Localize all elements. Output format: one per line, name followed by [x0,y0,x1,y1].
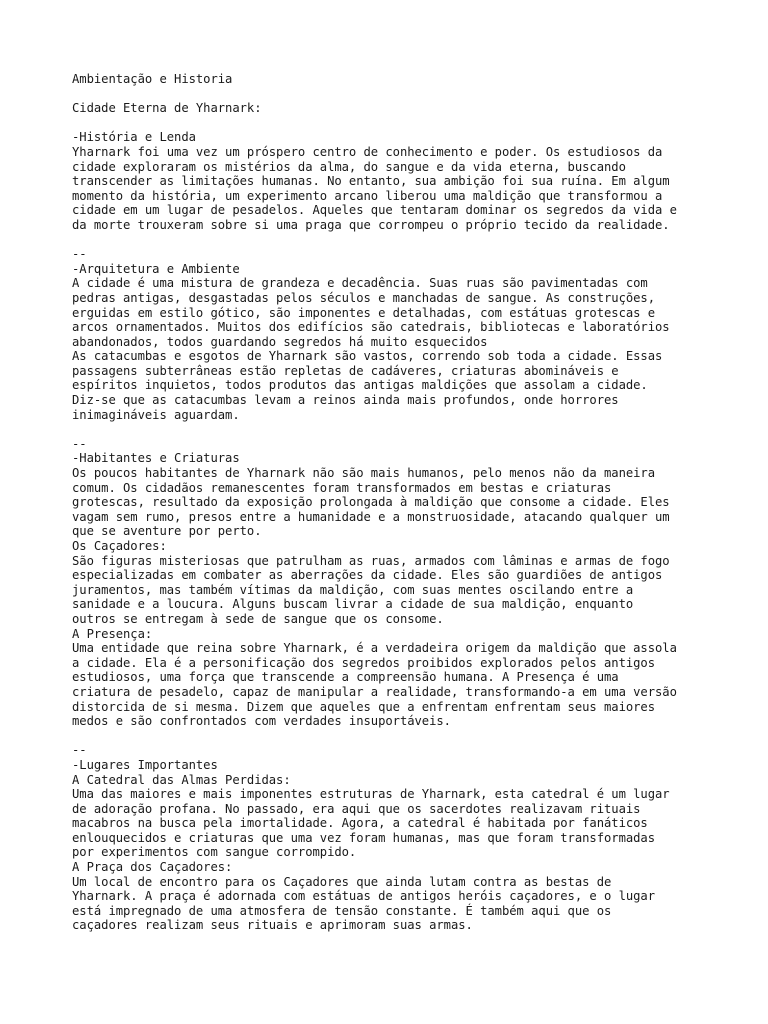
paragraph-line: Yharnark foi uma vez um próspero centro de conhecimento e poder. Os estudiosos da [72,144,663,159]
blank-line [72,116,712,131]
city-title: Cidade Eterna de Yharnark: [72,101,262,116]
paragraph-line: São figuras misteriosas que patrulham as ruas, armados com lâminas e armas de fogo [72,553,670,568]
section-title: -Habitantes e Criaturas [72,451,240,466]
paragraph-line: sanidade e a loucura. Alguns buscam livrar a cidade de sua maldição, enquanto [72,597,634,612]
paragraph-line: macabros na busca pela imortalidade. Agora, a catedral é habitada por fanáticos [72,816,648,831]
paragraph-line: erguidas em estilo gótico, são imponentes e detalhadas, com estátuas grotescas e [72,305,656,320]
paragraph-line: criatura de pesadelo, capaz de manipular a realidade, transformando-a em uma versão [72,684,677,699]
section-architecture [72,247,712,422]
section-places [72,743,712,933]
paragraph-line: de adoração profana. No passado, era aqui que os sacerdotes realizavam rituais [72,801,641,816]
paragraph-line: distorcida de si mesma. Dizem que aqueles que a enfrentam enfrentam seus maiores [72,699,656,714]
paragraph-line: a cidade. Ela é a personificação dos segredos proibidos explorados pelos antigos [72,655,656,670]
paragraph-line: grotescas, resultado da exposição prolongada à maldição que consome a cidade. Eles [72,495,670,510]
paragraph-line: arcos ornamentados. Muitos dos edifícios são catedrais, bibliotecas e laboratórios [72,320,670,335]
blank-line [72,87,712,102]
paragraph-line: A cidade é uma mistura de grandeza e decadência. Suas ruas são pavimentadas com [72,276,648,291]
section-title: -História e Lenda [72,130,196,145]
subheading-line: Os Caçadores: [72,539,167,553]
paragraph-line: inimagináveis aguardam. [72,407,240,422]
paragraph-line: transcender as limitações humanas. No entanto, sua ambição foi sua ruína. Em algum [72,174,670,189]
document-heading: Ambientação e Historia [72,72,233,86]
paragraph-line: Diz-se que as catacumbas levam a reinos ainda mais profundos, onde horrores [72,393,619,408]
paragraph-line: que se aventure por perto. [72,524,262,539]
paragraph-line: As catacumbas e esgotos de Yharnark são vastos, correndo sob toda a cidade. Essas [72,349,663,364]
paragraph-line: Um local de encontro para os Caçadores que ainda lutam contra as bestas de [72,874,612,889]
paragraph-line: momento da história, um experimento arcano liberou uma maldição que transformou a [72,188,663,203]
paragraph-line: caçadores realizam seus rituais e aprimoram suas armas. [72,918,473,933]
section-history [72,130,712,232]
paragraph-line: cidade em um lugar de pesadelos. Aqueles que tentaram dominar os segredos da vida e [72,203,677,218]
paragraph-line: da morte trouxeram sobre si uma praga que corrompeu o próprio tecido da realidade. [72,217,670,232]
subheading-line: A Praça dos Caçadores: [72,860,233,875]
paragraph-line: espíritos inquietos, todos produtos das antigas maldições que assolam a cidade. [72,378,648,393]
subheading-line: A Catedral das Almas Perdidas: [72,772,291,787]
paragraph-line: cidade exploraram os mistérios da alma, do sangue e da vida eterna, buscando [72,159,626,174]
section-separator: -- [72,743,87,758]
paragraph-line: medos e são confrontados com verdades insuportáveis. [72,714,451,729]
paragraph-line: outros se entregam à sede de sangue que os consome. [72,611,444,626]
blank-line [72,422,712,437]
blank-line [72,233,712,248]
paragraph-line: passagens subterrâneas estão repletas de cadáveres, criaturas abomináveis e [72,363,619,378]
document-page [72,72,712,933]
paragraph-line: vagam sem rumo, presos entre a humanidade e a monstruosidade, atacando qualquer um [72,509,670,524]
section-separator: -- [72,247,87,262]
section-separator: -- [72,436,87,451]
paragraph-line: Uma das maiores e mais imponentes estruturas de Yharnark, esta catedral é um lugar [72,787,670,802]
paragraph-line: Uma entidade que reina sobre Yharnark, é a verdadeira origem da maldição que assola [72,641,677,656]
paragraph-line: comum. Os cidadãos remanescentes foram transformados em bestas e criaturas [72,480,612,495]
paragraph-line: estudiosos, uma força que transcende a compreensão humana. A Presença é uma [72,670,619,685]
section-inhabitants [72,437,712,729]
paragraph-line: enlouquecidos e criaturas que uma vez foram humanas, mas que foram transformadas [72,830,656,845]
paragraph-line: por experimentos com sangue corrompido. [72,845,357,860]
paragraph-line: Yharnark. A praça é adornada com estátuas de antigos heróis caçadores, e o lugar [72,889,656,904]
paragraph-line: juramentos, mas também vítimas da maldição, com suas mentes oscilando entre a [72,582,634,597]
blank-line [72,729,712,744]
section-title: -Arquitetura e Ambiente [72,261,240,276]
paragraph-line: abandonados, todos guardando segredos há muito esquecidos [72,334,488,349]
paragraph-line: especializadas em combater as aberrações da cidade. Eles são guardiões de antigos [72,568,663,583]
paragraph-line: está impregnado de uma atmosfera de tensão constante. É também aqui que os [72,903,612,918]
section-title: -Lugares Importantes [72,757,218,772]
subheading-line: A Presença: [72,626,153,641]
paragraph-line: Os poucos habitantes de Yharnark não são mais humanos, pelo menos não da maneira [72,466,656,481]
paragraph-line: pedras antigas, desgastadas pelos séculos e manchadas de sangue. As construções, [72,290,656,305]
